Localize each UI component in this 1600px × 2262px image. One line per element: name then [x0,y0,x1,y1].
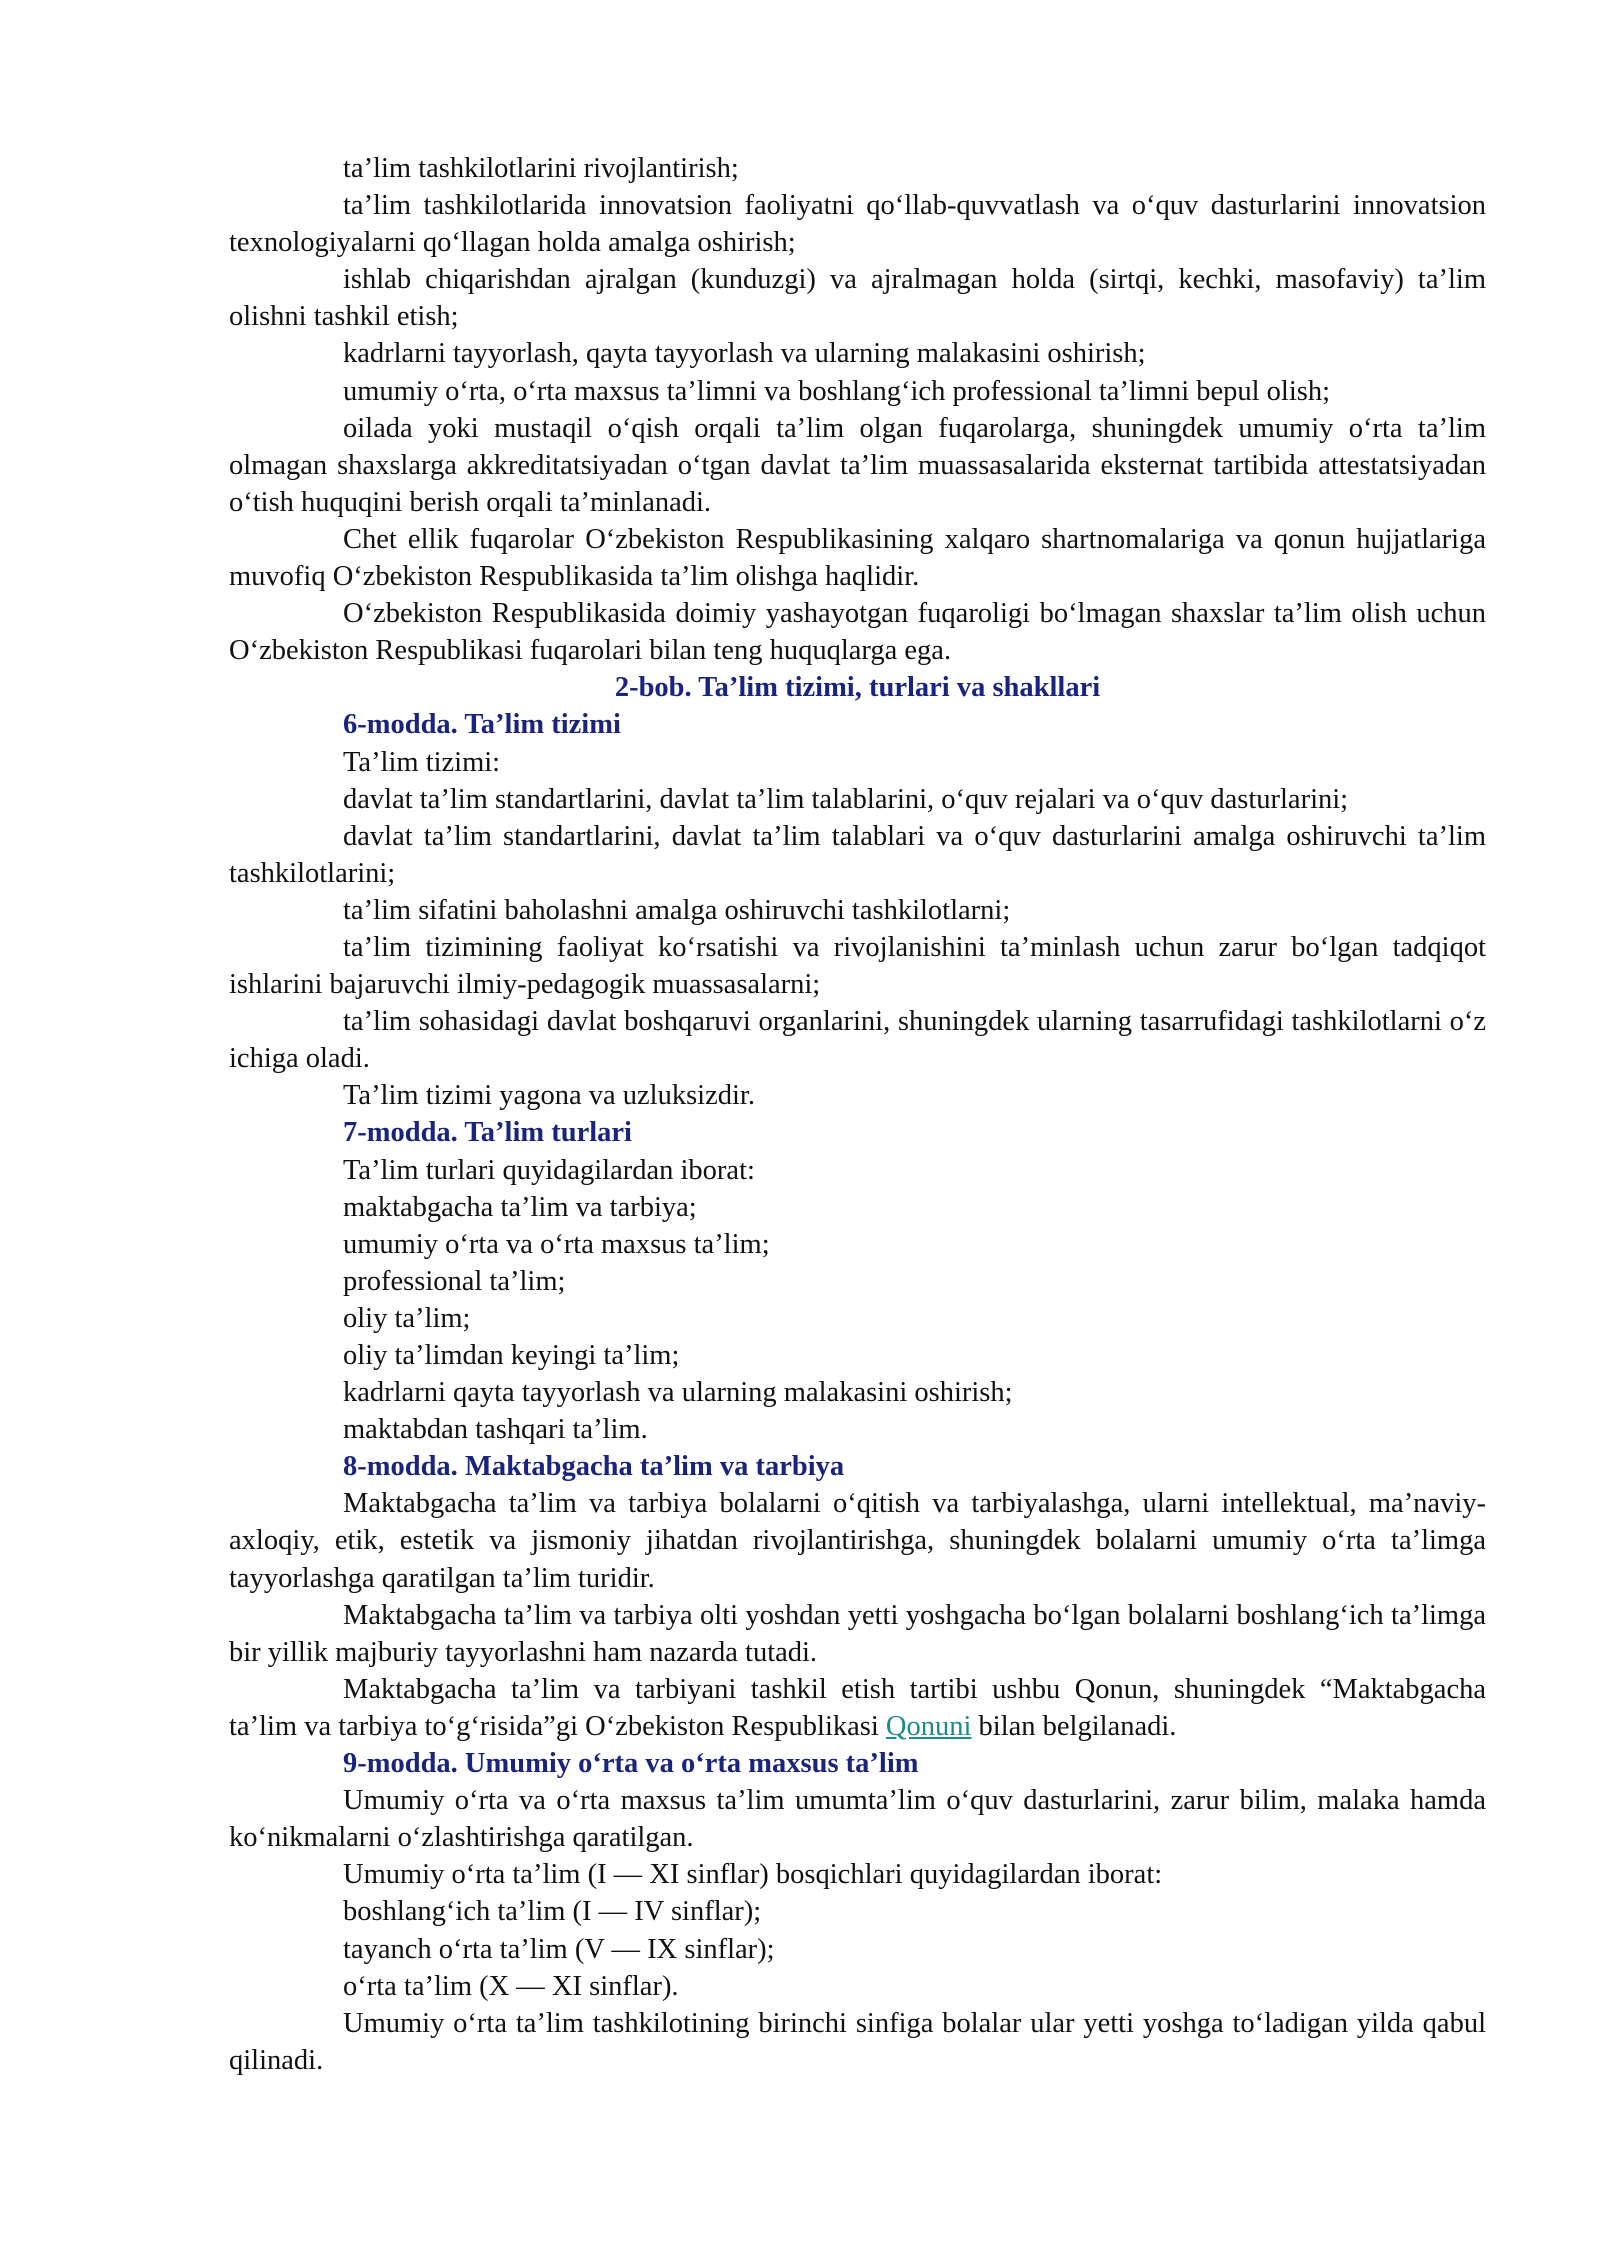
paragraph: ta’lim tashkilotlarida innovatsion faoliyatni qo‘llab-quvvatlash va o‘quv dasturlarini innovatsion texnologiyalarni qo‘llagan holda amalga oshirish; [229,190,1486,259]
list-item: o‘rta ta’lim (X — XI sinflar). [343,1970,679,2002]
paragraph: ishlab chiqarishdan ajralgan (kunduzgi) va ajralmagan holda (sirtqi, kechki, masofaviy) ta’lim olishni tashkil etish; [229,264,1486,333]
paragraph: oilada yoki mustaqil o‘qish orqali ta’lim olgan fuqarolarga, shuningdek umumiy o‘rta ta’lim olmagan shaxslarga akkreditatsiyadan o‘tgan davlat ta’lim muassasalarida eksternat tartibida attestatsiyadan o‘tish huquqini berish orqali ta’minlanadi. [229,412,1486,518]
list-item: maktabdan tashqari ta’lim. [343,1414,648,1446]
paragraph: Ta’lim turlari quyidagilardan iborat: [343,1154,755,1186]
paragraph: Chet ellik fuqarolar O‘zbekiston Respublikasining xalqaro shartnomalariga va qonun hujjatlariga muvofiq O‘zbekiston Respublikasida ta’lim olishga haqlidir. [229,523,1486,593]
paragraph: davlat ta’lim standartlarini, davlat ta’lim talablari va o‘quv dasturlarini amalga oshiruvchi ta’lim tashkilotlarini; [229,820,1486,889]
paragraph: Ta’lim tizimi yagona va uzluksizdir. [343,1080,755,1112]
paragraph: kadrlarni tayyorlash, qayta tayyorlash va ularning malakasini oshirish; [343,338,1146,370]
paragraph: Umumiy o‘rta ta’lim (I — XI sinflar) bosqichlari quyidagilardan iborat: [343,1859,1163,1891]
document-page [229,150,1486,2079]
paragraph-text: bilan belgilanadi. [971,1710,1177,1742]
paragraph: Umumiy o‘rta va o‘rta maxsus ta’lim umumta’lim o‘quv dasturlarini, zarur bilim, malaka hamda ko‘nikmalarni o‘zlashtirishga qaratilgan. [229,1785,1486,1854]
paragraph: Ta’lim tizimi: [343,746,501,778]
list-item: maktabgacha ta’lim va tarbiya; [343,1191,697,1223]
article-heading-8: 8-modda. Maktabgacha ta’lim va tarbiya [343,1451,845,1483]
paragraph: Maktabgacha ta’lim va tarbiya bolalarni o‘qitish va tarbiyalashga, ularni intellektual, ma’naviy-axloqiy, etik, estetik va jismoniy jihatdan rivojlantirishga, shuningdek bolalarni umumiy o‘rta ta’limga tayyorlashga qaratilgan ta’lim turidir. [229,1488,1486,1594]
list-item: oliy ta’limdan keyingi ta’lim; [343,1340,680,1371]
article-heading-6: 6-modda. Ta’lim tizimi [343,709,621,741]
paragraph: umumiy o‘rta, o‘rta maxsus ta’limni va boshlang‘ich professional ta’limni bepul olish; [343,375,1331,407]
paragraph: ta’lim sifatini baholashni amalga oshiruvchi tashkilotlarni; [343,894,1011,926]
paragraph: ta’lim tashkilotlarini rivojlantirish; [343,153,739,184]
list-item: oliy ta’lim; [343,1302,471,1334]
paragraph: davlat ta’lim standartlarini, davlat ta’lim talablarini, o‘quv rejalari va o‘quv dasturlarini; [343,783,1349,815]
paragraph: Maktabgacha ta’lim va tarbiya olti yoshdan yetti yoshgacha bo‘lgan bolalarni boshlang‘ich ta’limga bir yillik majburiy tayyorlashni ham nazarda tutadi. [229,1599,1486,1668]
paragraph [229,1671,1486,1745]
paragraph: ta’lim sohasidagi davlat boshqaruvi organlarini, shuningdek ularning tasarrufidagi tashkilotlarni o‘z ichiga oladi. [229,1006,1486,1075]
list-item: tayanch o‘rta ta’lim (V — IX sinflar); [343,1933,775,1965]
list-item: umumiy o‘rta va o‘rta maxsus ta’lim; [343,1228,770,1260]
article-heading-9: 9-modda. Umumiy o‘rta va o‘rta maxsus ta’lim [343,1748,919,1780]
paragraph: Umumiy o‘rta ta’lim tashkilotining birinchi sinfiga bolalar ular yetti yoshga to‘ladigan yilda qabul qilinadi. [229,2007,1486,2076]
list-item: boshlang‘ich ta’lim (I — IV sinflar); [343,1896,762,1928]
chapter-heading: 2-bob. Ta’lim tizimi, turlari va shakllari [614,672,1101,704]
list-item: professional ta’lim; [343,1265,566,1297]
law-link[interactable]: Qonuni [885,1710,972,1742]
list-item: kadrlarni qayta tayyorlash va ularning malakasini oshirish; [343,1377,1013,1409]
paragraph: O‘zbekiston Respublikasida doimiy yashayotgan fuqaroligi bo‘lmagan shaxslar ta’lim olish uchun O‘zbekiston Respublikasi fuqarolari bilan teng huquqlarga ega. [229,598,1486,667]
paragraph-text: Maktabgacha ta’lim va tarbiyani tashkil etish tartibi ushbu Qonun, shuningdek “Maktabgacha ta’lim va tarbiya to‘g‘risida”gi O‘zbekiston Respublikasi [229,1673,1486,1742]
article-heading-7: 7-modda. Ta’lim turlari [343,1117,632,1149]
paragraph: ta’lim tizimining faoliyat ko‘rsatishi va rivojlanishini ta’minlash uchun zarur bo‘lgan tadqiqot ishlarini bajaruvchi ilmiy-pedagogik muassasalarni; [229,931,1486,1001]
